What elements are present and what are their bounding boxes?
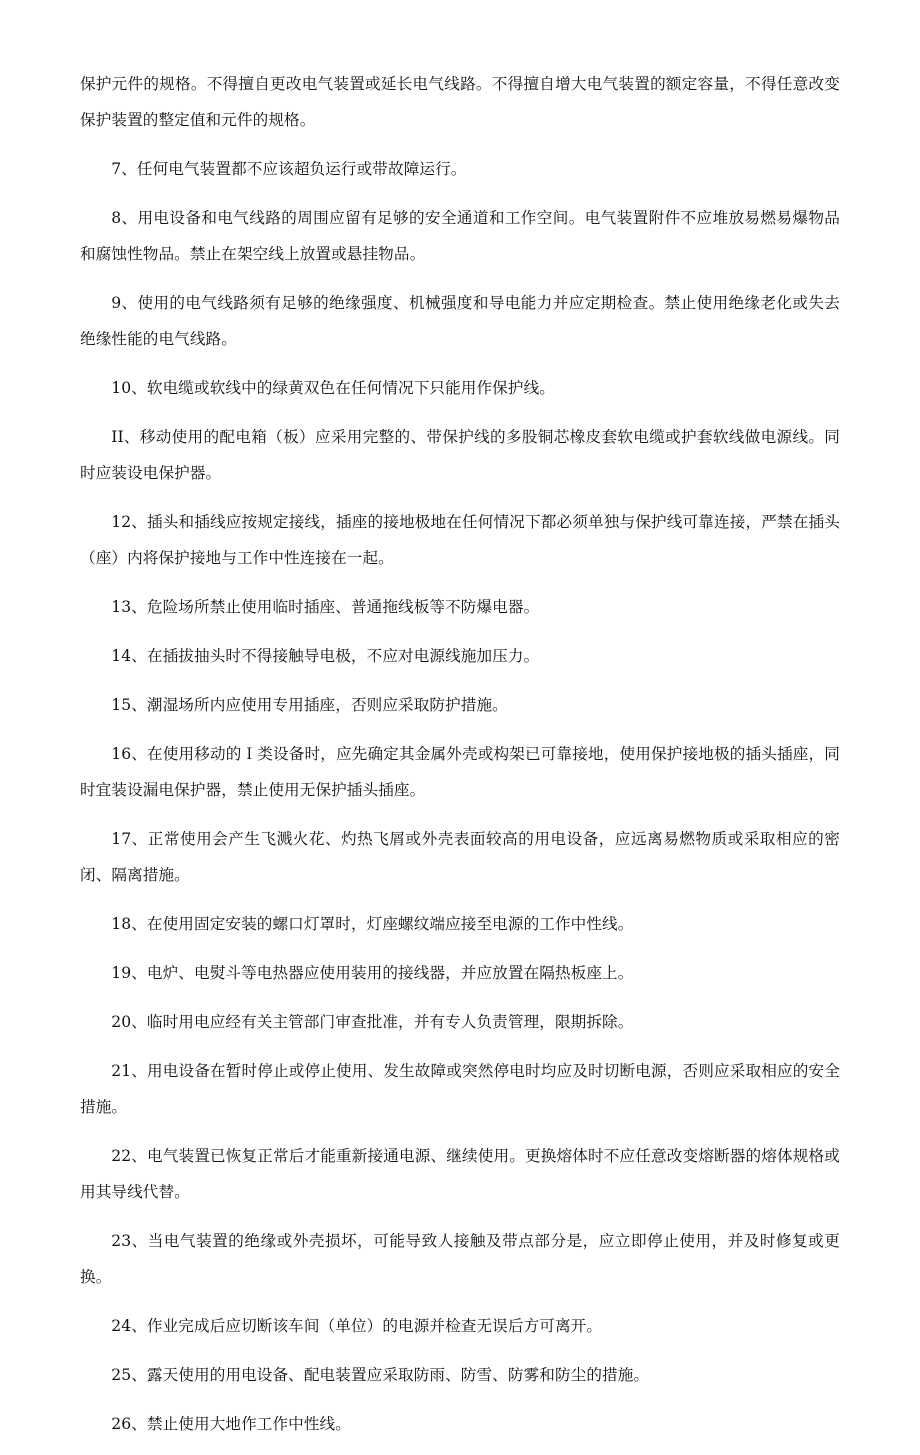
paragraph-continuation: 保护元件的规格。不得擅自更改电气装置或延长电气线路。不得擅自增大电气装置的额定容量，不得任意改变保护装置的整定值和元件的规格。	[80, 75, 840, 129]
rule-24: 24、作业完成后应切断该车间（单位）的电源并检查无误后方可离开。	[111, 1317, 603, 1335]
document-page	[80, 66, 840, 1455]
rule-21: 21、用电设备在暂时停止或停止使用、发生故障或突然停电时均应及时切断电源，否则应采取相应的安全措施。	[80, 1062, 840, 1116]
rule-15: 15、潮湿场所内应使用专用插座，否则应采取防护措施。	[111, 696, 508, 714]
rule-22: 22、电气装置已恢复正常后才能重新接通电源、继续使用。更换熔体时不应任意改变熔断器的熔体规格或用其导线代替。	[80, 1147, 840, 1201]
rule-25: 25、露天使用的用电设备、配电装置应采取防雨、防雪、防雾和防尘的措施。	[111, 1366, 650, 1384]
rule-18: 18、在使用固定安装的螺口灯罩时，灯座螺纹端应接至电源的工作中性线。	[111, 915, 634, 933]
rule-12: 12、插头和插线应按规定接线，插座的接地极地在任何情况下都必须单独与保护线可靠连接，严禁在插头（座）内将保护接地与工作中性连接在一起。	[80, 513, 840, 567]
rule-9: 9、使用的电气线路须有足够的绝缘强度、机械强度和导电能力并应定期检查。禁止使用绝缘老化或失去绝缘性能的电气线路。	[80, 294, 840, 348]
rule-16: 16、在使用移动的Ｉ类设备时，应先确定其金属外壳或构架已可靠接地，使用保护接地极的插头插座，同时宜装设漏电保护器，禁止使用无保护插头插座。	[80, 745, 840, 799]
rule-23: 23、当电气装置的绝缘或外壳损坏，可能导致人接触及带点部分是，应立即停止使用，并及时修复或更换。	[80, 1232, 840, 1286]
rule-13: 13、危险场所禁止使用临时插座、普通拖线板等不防爆电器。	[111, 598, 540, 616]
rule-14: 14、在插拔抽头时不得接触导电极，不应对电源线施加压力。	[111, 647, 540, 665]
rule-8: 8、用电设备和电气线路的周围应留有足够的安全通道和工作空间。电气装置附件不应堆放易燃易爆物品和腐蚀性物品。禁止在架空线上放置或悬挂物品。	[80, 209, 840, 263]
rule-7: 7、任何电气装置都不应该超负运行或带故障运行。	[111, 160, 467, 178]
rule-19: 19、电炉、电熨斗等电热器应使用装用的接线器，并应放置在隔热板座上。	[111, 964, 634, 982]
rule-17: 17、正常使用会产生飞溅火花、灼热飞屑或外壳表面较高的用电设备，应远离易燃物质或采取相应的密闭、隔离措施。	[80, 830, 840, 884]
rule-11: II、移动使用的配电箱（板）应采用完整的、带保护线的多股铜芯橡皮套软电缆或护套软线做电源线。同时应装设电保护器。	[80, 428, 840, 482]
rule-20: 20、临时用电应经有关主管部门审查批准，并有专人负责管理，限期拆除。	[111, 1013, 634, 1031]
rule-26: 26、禁止使用大地作工作中性线。	[111, 1415, 351, 1433]
rule-10: 10、软电缆或软线中的绿黄双色在任何情况下只能用作保护线。	[111, 379, 555, 397]
